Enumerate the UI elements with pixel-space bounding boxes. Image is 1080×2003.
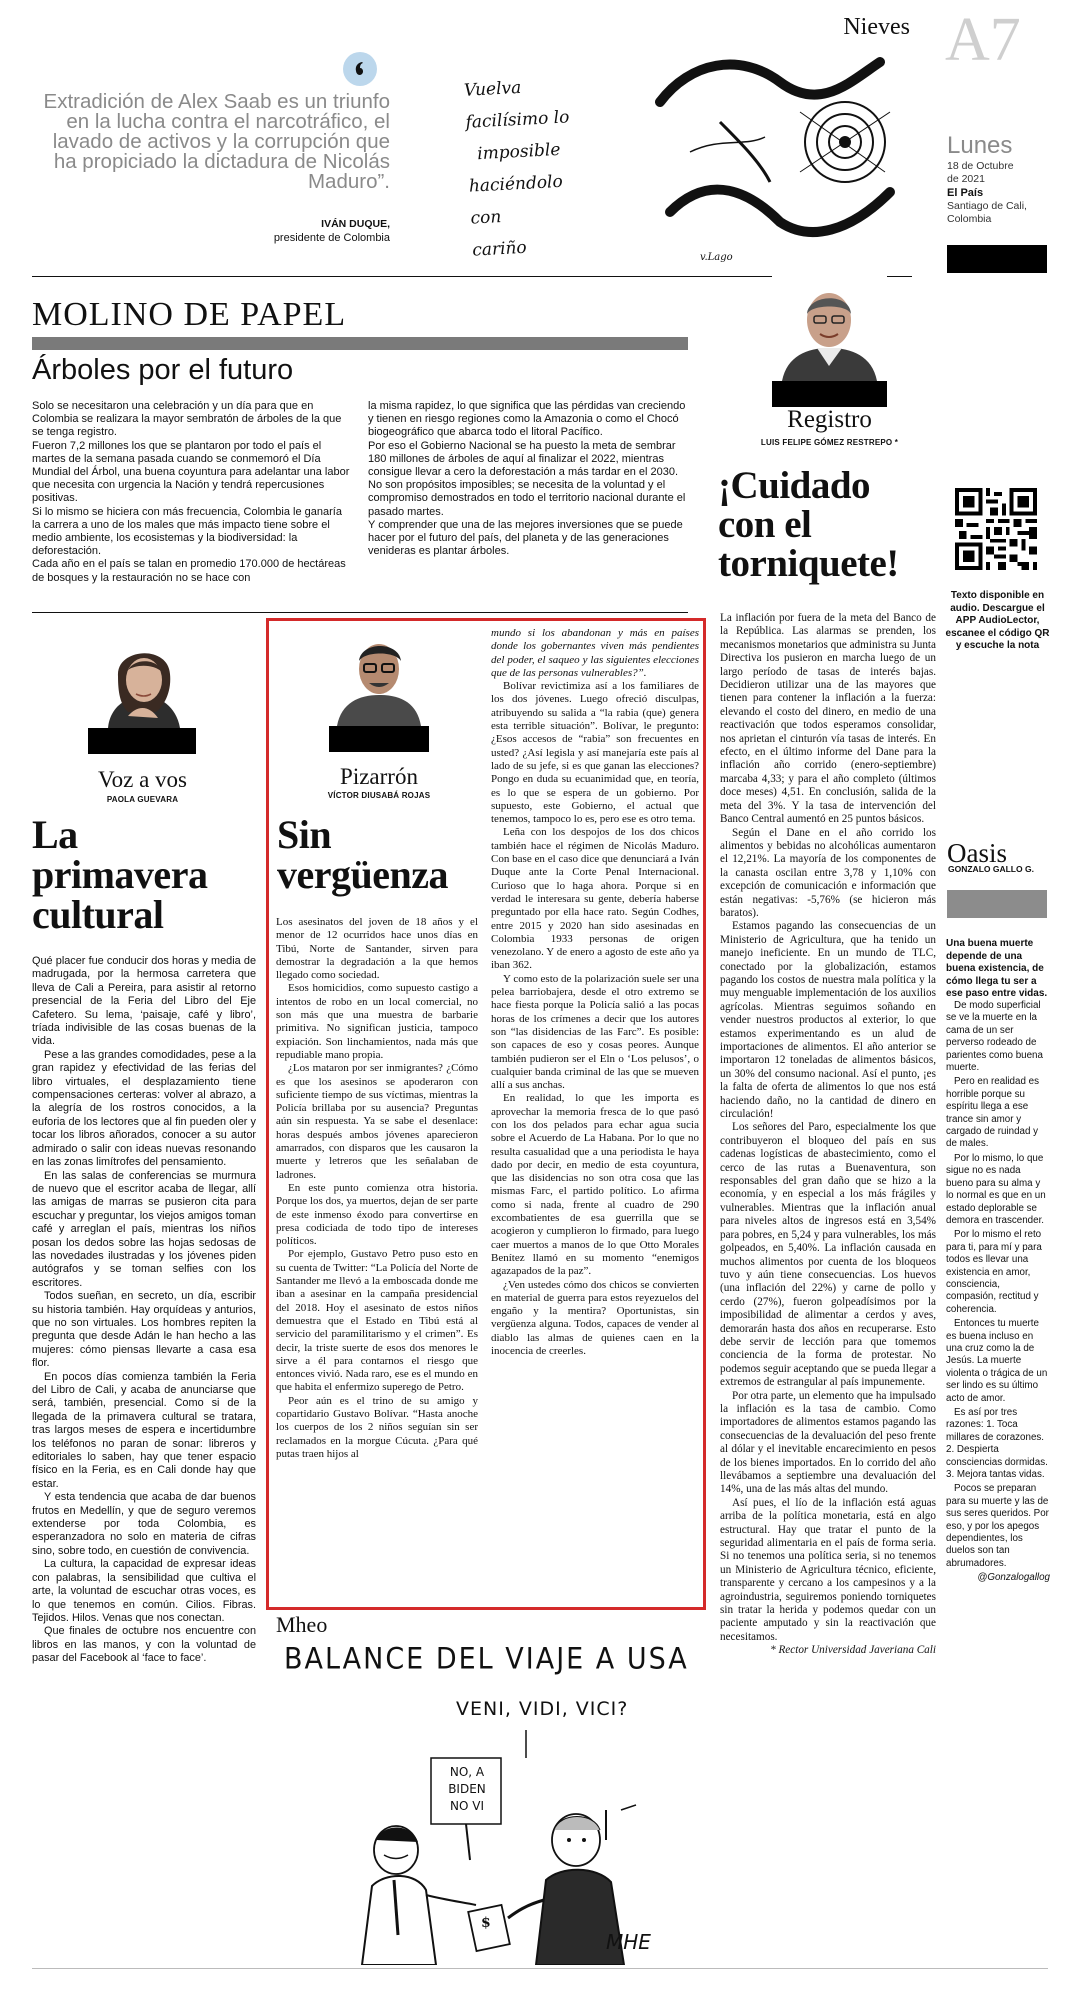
date-day: Lunes (947, 132, 1013, 159)
page-number: A7 (945, 6, 1021, 74)
oasis-paragraph: Pocos se preparan para su muerte y las de sus seres queridos. Por eso, y por los apegos dependientes, los duelos son tan abrumadores. (946, 1483, 1049, 1569)
voz-paragraph: Qué placer fue conducir dos horas y media de madrugada, por la hermosa carretera que lleva de Cali a Pereira, para asistir al retorno presencial de la Feria del Libro del Eje Cafetero. Su lema, ‘paisaje, café y libro’, tríada indivisible de las cosas buenas de la vida. (32, 955, 256, 1048)
oasis-column-name: Oasis (947, 838, 1007, 868)
molino-column-1 (32, 400, 352, 585)
city: Santiago de Cali, Colombia (947, 200, 1027, 225)
date-full: 18 de Octubre de 2021 (947, 160, 1014, 185)
molino-bottom-rule (32, 612, 688, 613)
mheo-title: BALANCE DEL VIAJE A USA (284, 1642, 689, 1677)
pizarron-column-name: Pizarrón (340, 764, 418, 789)
molino-grey-bar (32, 337, 688, 350)
molino-paragraph: la misma rapidez, lo que significa que las pérdidas van creciendo y tienen en riesgo regiones como la Amazonia o como el Chocó biogeográfico que abarca todo el litoral Pacífico. (368, 400, 686, 439)
quote-mark-icon (343, 52, 377, 86)
handwriting-line: imposible (476, 139, 561, 165)
pizarron-paragraph: Esos homicidios, como supuesto castigo a intentos de robo en un local comercial, no son más que una muestra de barbarie primitiva. No significan justicia, tampoco expiación. Son linchamientos, nada más que repudiable mano propia. (276, 982, 478, 1061)
mheo-column-name: Mheo (276, 1612, 328, 1637)
voz-author-photo (88, 636, 196, 728)
mheo-cartoon (276, 1690, 706, 1965)
mheo-bag-symbol: $ (481, 1915, 491, 1931)
quote-block (40, 48, 390, 248)
pizarron-column-1 (276, 916, 478, 1461)
molino-paragraph: Y comprender que una de las mejores inversiones que se puede hacer por el futuro del país, del planeta y de las generaciones venideras es plantar árboles. (368, 518, 683, 558)
pizarron-paragraph: mundo si los abandonan y más en países donde los gobernantes viven más pendientes del poder, el saqueo y las siguientes elecciones que de las personas vulnerables?”. (491, 627, 699, 679)
voz-column-name: Voz a vos (97, 767, 187, 792)
voz-paragraph: La cultura, la capacidad de expresar ideas con palabras, la sensibilidad que cultiva el arte, la voluntad de escuchar otras voces, es lo que tenemos en común. Cilios. Fibras. Tejidos. Hilos. Venas que nos conectan. (32, 1558, 256, 1624)
pizarron-paragraph: Leña con los despojos de los dos chicos también hace el régimen de Nicolás Maduro. Con base en el caso dice que denunciará a Iván Duque ante la Corte Penal Internacional. Curioso que lo haga ahora. Porque si en verdad le interesara su gente, debería haberse preguntado por ella hace rato. Según Codhes, entre 2015 y 2020 han sido asesinadas en Colombia 1933 personas de origen venezolano. Y de enero a agosto de este año ya iban 362. (491, 826, 699, 972)
oasis-paragraph: Es así por tres razones: 1. Toca millares de corazones. 2. Despierta consciencias dormidas. 3. Mejora tantas vidas. (946, 1407, 1048, 1481)
mheo-sign-text: NO, A BIDEN NO VI (448, 1765, 486, 1813)
pizarron-paragraph: Y como esto de la polarización suele ser una pelea barriobajera, desde el otro extremo se hace fiesta porque la Policía salió a las pocas horas de los crímenes a decir que los autores son “las disidencias de las Farc”. Es posible: son capaces de eso y cosas peores. Aunque también pudieron ser el Eln o ‘Los pelusos’, o cualquier banda criminal de las que se mueven allí a sus anchas. (491, 972, 699, 1092)
registro-footnote: * Rector Universidad Javeriana Cali (770, 1644, 936, 1657)
registro-author-photo (772, 276, 887, 381)
pizarron-paragraph: Los asesinatos del joven de 18 años y el menor de 12 ocurridos hace unos días en Tibú, Norte de Santander, sirven para demostrar la degradación a la que hemos llegado como sociedad. (276, 916, 478, 982)
pizarron-box (266, 618, 706, 1610)
voz-paragraph: Todos sueñan, en secreto, un día, escribir su historia también. Hay orquídeas y anturios, que no son virtuales. Los hombres repiten la pregunta que desde Adán le han hecho a las mujeres: cómo piensas llevarte a casa esa flor. (32, 1290, 256, 1370)
quote-author-role: presidente de Colombia (273, 232, 390, 244)
molino-paragraph: Por eso el Gobierno Nacional se ha puesto la meta de sembrar 180 millones de árboles de aquí al finalizar el 2022, mientras consigue llevar a cero la deforestación a más tardar en el 2030. (368, 439, 679, 479)
mheo-signature: MHE (606, 1930, 651, 1954)
bottom-rule (32, 1968, 1048, 1969)
voz-redacted-bar (88, 728, 196, 754)
handwriting-line: haciéndolo (468, 171, 564, 197)
handwriting-line: con (470, 207, 502, 229)
pizarron-column-2 (491, 627, 699, 1358)
oasis-lead: Una buena muerte depende de una buena existencia, de cómo llega tu ser a ese paso entre vidas. (946, 938, 1048, 999)
pizarron-headline: Sin vergüenza (277, 812, 449, 897)
oasis-paragraph: Por lo mismo, lo que sigue no es nada bueno para su alma y lo normal es que en un estado deplorable se demora en trascender. (946, 1152, 1046, 1226)
oasis-author: GONZALO GALLO G. (948, 864, 1034, 874)
pizarron-author: VÍCTOR DIUSABÁ ROJAS (327, 791, 431, 800)
pizarron-paragraph: ¿Ven ustedes cómo dos chicos se convierten en material de guerra para estos reyezuelos del engaño y la mentira? Oportunistas, sin vergüenza alguna. Todos, capaces de vender al diablo las almas de quienes caen en la inocencia de creerles. (491, 1278, 699, 1358)
registro-paragraph: La inflación por fuera de la meta del Banco de la República. Las alarmas se prenden, los mecanismos monetarios que administra su Junta Directiva los pusieron en marcha luego de un largo período de tasas de interés bajas. Decidieron utilizar una de las mayores que tienen para contener la inflación a la fuerza: elevando el costo del dinero, en medio de una reactivación que todos esperamos consolidar, nos aprietan el cinturón vía tasas de interés. En efecto, en el último informe del Dane para la inflación año corrido (enero-septiembre) marcaba 4,33; y para el año completo (últimos doce meses) 4,51. En conclusión, salida de la meta del 3%. Y la tasa de intervención del Banco Central aumentó en 25 puntos básicos. (720, 612, 936, 826)
oasis-paragraph: De modo superficial se ve la muerte en la cama de un ser perverso rodeado de parientes como buena muerte. (946, 1000, 1043, 1074)
molino-paragraph: Si lo mismo se hiciera con más frecuencia, Colombia le ganaría la carrera a uno de los males que más impacto tiene sobre el medio ambiente, los ecosistemas y la biodiversidad: la deforestación. (32, 505, 342, 558)
pizarron-paragraph: ¿Los mataron por ser inmigrantes? ¿Cómo es que los asesinos se apoderaron con suficiente tiempo de sus víctimas, mientras la Policía brillaba por su ausencia? Preguntas aún sin respuesta. Ya se sabe el desenlace: horas después ambos jóvenes aparecieron amarrados, con disparos que les causaron la muerte y letreros que les señalaban de ladrones. (276, 1062, 478, 1181)
voz-paragraph: En las salas de conferencias se murmura de nuevo que el escritor acaba de llegar, allí las amigas de marras se pusieron cita para escuchar y preguntar, los viejos amigos toman café y arreglan el país, mientras los niños posan los dedos sobre las hojas sedosas de las novedades ilustradas y los jóvenes piden autógrafos y se toman selfies con los escritores. (32, 1169, 256, 1289)
voz-author: PAOLA GUEVARA (106, 795, 179, 804)
pizarron-author-photo (329, 631, 429, 726)
registro-paragraph: Los señores del Paro, especialmente los que contribuyeron el bloqueo del país en sus cadenas logísticas de abastecimiento, como el cerco de las rutas a Buenaventura, son responsables del gran daño que se hizo a la economía, y en especial a los más frágiles y vulnerables. Mientras que la inflación anual para niveles altos de ingresos está en 3,54% para pobres, en 5,24 y para vulnerables, los más golpeados, en 5,40%. La inflación causada en muchos alimentos por cuenta de los bloqueos tuvo y aún tiene consecuencias. Los huevos (una inflación del 22%) y carne de pollo y cerdo (27%), fueron golpeadísimos por la imposibilidad de alimentar a cerdos y aves, demorarán hasta dos años en recuperarse. Esto debe servir de lección para que tomemos conciencia de la forma de protestar. No podemos seguir aceptando que se pueda llegar a extremos de estrangular al país impunemente. (720, 1121, 936, 1389)
molino-paragraph: No son propósitos imposibles; se necesita de la voluntad y el compromiso demostrados en todo el territorio nacional durante el pasado martes. (368, 479, 686, 518)
abstract-drawing (650, 42, 910, 262)
molino-paragraph: Solo se necesitaron una celebración y un día para que en Colombia se realizara la mayor sembratón de árboles de la que se tenga registro. (32, 400, 342, 439)
voz-paragraph: Y esta tendencia que acaba de dar buenos frutos en Medellín, y que de seguro veremos extenderse por toda Colombia, es esperanzadora no solo en materia de cifras sino, sobre todo, en cuestión de convivencia. (32, 1491, 256, 1557)
redacted-bar (947, 245, 1047, 273)
quote-author: IVÁN DUQUE, (321, 218, 390, 230)
registro-paragraph: Por otra parte, un elemento que ha impulsado la inflación es la tasa de cambio. Como importadores de alimentos estamos pagando las consecuencias de la devaluación del peso frente al dólar y el inevitable encarecimiento en pesos de los bienes importados. En lo corrido del año llevábamos a septiembre una devaluación del 14%, una de las más altas del mundo. (720, 1389, 936, 1496)
handwriting-line: facilísimo lo (465, 107, 570, 133)
qr-caption: Texto disponible en audio. Descargue el APP AudioLector, escanee el código QR y escuche la nota (945, 590, 1050, 651)
mheo-speech-text: VENI, VIDI, VICI? (456, 1698, 629, 1720)
molino-column-2 (368, 400, 688, 558)
oasis-paragraph: Por lo mismo el reto para ti, para mí y para todos es llevar una existencia en amor, consciencia, compasión, rectitud y coherencia. (946, 1229, 1042, 1315)
handwriting-line: cariño (471, 237, 528, 261)
molino-paragraph: Fueron 7,2 millones los que se plantaron por todo el país el martes de la semana pasada cuando se conmemoró el Día Mundial del Árbol, una buena coyuntura para adelantar una labor que necesita con urgencia la Nación y tendrá repercusiones positivas. (32, 439, 350, 505)
oasis-grey-bar (947, 890, 1047, 918)
qr-code[interactable] (955, 488, 1037, 570)
molino-section-title: MOLINO DE PAPEL (32, 296, 347, 333)
pizarron-paragraph: En este punto comienza otra historia. Porque los dos, ya muertos, dejan de ser parte de este inmenso éxodo para convertirse en presa codiciada de todo tipo de intereses políticos. (276, 1181, 478, 1248)
oasis-body (946, 1000, 1050, 1585)
cartoon-signature: v.Lago (700, 252, 733, 263)
oasis-paragraph: Entonces tu muerte es buena incluso en una cruz como la de Jesús. La muerte violenta o trágica de un ser lindo es su último acto de amor. (946, 1318, 1048, 1404)
oasis-paragraph: Pero en realidad es horrible porque su espíritu llega a ese trance sin amor y cargado de ruindad y de males. (946, 1076, 1039, 1150)
pizarron-paragraph: Peor aún es el trino de su amigo y copartidario Gustavo Bolívar. “Hasta anoche los cuerpos de los 2 niños seguían sin ser reclamados en la morgue Cúcuta. ¿Para qué putas traen hijos al (276, 1394, 478, 1460)
pizarron-paragraph: En realidad, lo que les importa es aprovechar la memoria fresca de lo que pasó con los dos pelados para echar agua sucia sobre el Acuerdo de La Habana. Por lo que no resulta casualidad que a una periodista le haya dado por decir, en medio de esta coyuntura, que las disidencias no son otra cosa que las mismas Farc, el partido político. Lo afirma como si nada, frente al cuadro de 290 excombatientes de esa guerrilla que se acogieron y cumplieron lo firmado, para luego caer muertos a manos de lo que Otto Morales Benítez llamó en su momento “enemigos agazapados de la paz”. (491, 1092, 699, 1278)
voz-paragraph: En pocos días comienza también la Feria del Libro de Cali, y acaba de anunciarse que será, también, presencial. Como si de la llegada de la primavera cultural se tratara, tras largos meses de espera e incertidumbre los teléfonos no paran de sonar: libreros y editoriales lo saben, hay que tener espacio físico en la Feria, es en Cali donde hay que estar. (32, 1370, 256, 1490)
mheo-drawing (276, 1690, 706, 1965)
nieves-cartoon (460, 12, 910, 272)
registro-paragraph: Así pues, el lío de la inflación está aguas arriba de la política monetaria, está en algo estructural. Hay que tratar el punto de la seguridad alimentaria en el país de forma seria. Si no tenemos una política seria, si no tenemos un Ministerio de Agricultura técnico, eficiente, transparente y cercano a los campesinos y a la agroindustria, seguiremos poniendo torniquetes sin tratar la herida y podemos quedar con un paciente amputado y sin la reactivación que necesitamos. (720, 1496, 936, 1643)
newspaper-name: El País (947, 187, 984, 199)
section-label: Nieves (843, 14, 910, 40)
oasis-signature: @Gonzalogallog (977, 1572, 1050, 1584)
registro-author: LUIS FELIPE GÓMEZ RESTREPO * (760, 438, 899, 447)
voz-headline: La primavera cultural (32, 812, 208, 937)
handwriting-line: Vuelva (463, 77, 522, 101)
quote-text: Extradición de Alex Saab es un triunfo en la lucha contra el narcotráfico, el lavado de activos y la corrupción que ha propiciado la dictadura de Nicolás Maduro”. (43, 90, 390, 193)
registro-redacted-bar (772, 381, 887, 407)
voz-paragraph: Pese a las grandes comodidades, pese a la gran rapidez y efectividad de las ferias del libro virtuales, el desplazamiento tiene compensaciones certeras: volver al abrazo, a la alegría de los rostros conocidos, a la euforia de los lectores que al fin pueden oler y tocar los libros añorados, conocer a su autor admirado o salir con ideas nuevas resonando en las zonas limítrofes del pensamiento. (32, 1048, 256, 1169)
registro-headline: ¡Cuidado con el torniquete! (718, 464, 899, 585)
molino-title: Árboles por el futuro (32, 354, 294, 386)
pizarron-paragraph: Bolívar revictimiza así a los familiares de los dos jóvenes. Luego ofreció disculpas, atribuyendo su salida a “la rabia (que) genera esta terrible situación”. Bolívar, le pregunto: ¿Esos accesos de “rabia” son frecuentes en usted? ¿Así legisla y así manejaría este país al lado de su jefe, si es que ganan las elecciones? Pongo en duda su ecuanimidad que, en teoría, es lo que se espera de un gobierno. Por supuesto, este Gobierno, el actual que tenemos, tampoco lo es, pero ese es otro tema. (491, 680, 699, 826)
registro-body (720, 612, 936, 1658)
registro-paragraph: Estamos pagando las consecuencias de un Ministerio de Agricultura, que ha tenido un manejo ineficiente. En un mundo de TLC, conectado por la globalización, estamos pagando los costos de nuestra mala política y la muy menguable implementación de los auxilios agrícolas. Mientras seguimos soñando en vender nuestros productos al exterior, lo que estamos experimentando es un alud de importaciones de alimentos. El año anterior se importaron 12 toneladas de alimentos básicos, un 30% del consumo nacional. Así el punto, ¡es la falta de oferta de alimentos lo que nos está haciendo daño, no la cantidad de dinero en circulación! (720, 920, 936, 1121)
registro-paragraph: Según el Dane en el año corrido los alimentos y bebidas no alcohólicas aumentaron el 12,21%. La mayoría de los componentes de la canasta oscilan entre 3,78 y 1,10% con excepción de comunicación e información que están negativas: -5,76% (se hicieron más baratos). (720, 826, 936, 919)
pizarron-paragraph: Por ejemplo, Gustavo Petro puso esto en su cuenta de Twitter: “La Policía del Norte de Santander me llevó a la emboscada donde me iban a asesinar en la campaña presidencial del 2018. Hoy el asesinato de estos niños demuestra que el Estado en Tibú está al servicio del paramilitarismo y el crimen”. Es decir, la triste suerte de esos dos menores le sirve a él para contarnos el riesgo que entonces vivió. Nada raro, ese es el mundo en que habita el enfermizo superego de Petro. (276, 1248, 478, 1394)
voz-body (32, 955, 256, 1666)
cartoon-handwriting (463, 65, 653, 266)
voz-paragraph: Que finales de octubre nos encuentre con libros en las manos, y con la voluntad de pasar del Facebook al ‘face to face’. (32, 1625, 256, 1665)
registro-column-name: Registro (787, 406, 872, 433)
molino-paragraph: Cada año en el país se talan en promedio 170.000 de hectáreas de bosques y la restauración no se hace con (32, 558, 346, 584)
pizarron-redacted-bar (329, 726, 429, 752)
